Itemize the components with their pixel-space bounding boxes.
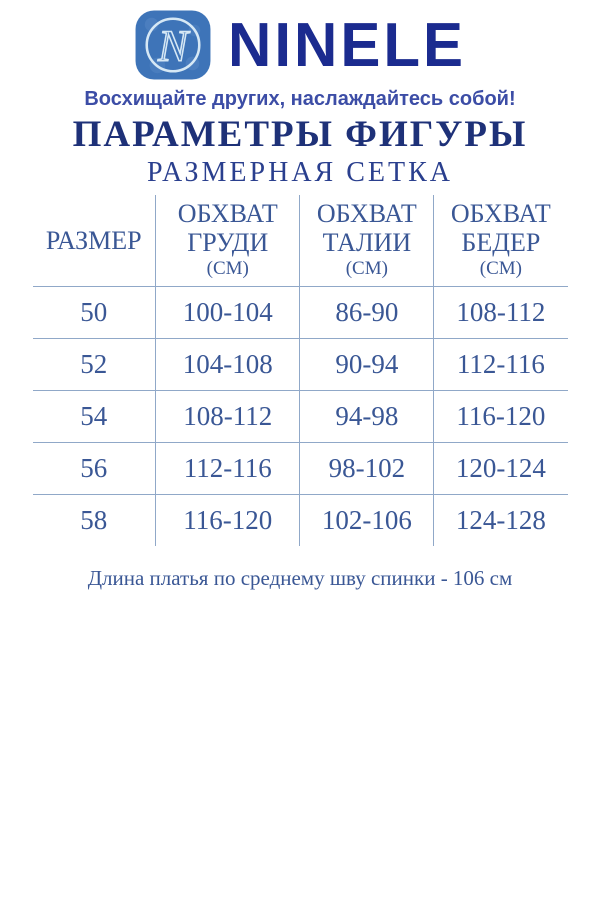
column-header-hips [434,195,568,287]
cell-chest: 104-108 [156,339,300,391]
cell-hips: 108-112 [434,287,568,339]
cell-waist: 86-90 [300,287,434,339]
cell-chest: 116-120 [156,495,300,547]
column-label: ОБХВАТ ГРУДИ [177,199,278,258]
cell-hips: 112-116 [434,339,568,391]
table-row [33,391,568,443]
cell-size: 58 [80,505,108,536]
table-row [33,339,568,391]
cell-hips: 124-128 [434,495,568,547]
size-table [33,195,568,546]
cell-size: 52 [33,339,156,391]
cell-size: 56 [33,443,156,495]
cell-hips: 116-120 [434,391,568,443]
cell-chest: 112-116 [156,443,300,495]
column-label: ОБХВАТ ТАЛИИ [316,199,417,258]
brand-wordmark: NINELE [227,9,467,80]
cell-chest: 108-112 [156,391,300,443]
svg-text:N: N [158,20,188,71]
table-header-row [33,195,568,287]
brand-logo [0,0,600,82]
column-header-chest [156,195,300,287]
cell-waist: 90-94 [300,339,434,391]
cell-hips: 120-124 [434,443,568,495]
brand-tagline: Восхищайте других, наслаждайтесь собой! [84,88,516,110]
cell-waist: 94-98 [300,391,434,443]
table-row [33,443,568,495]
column-label: ОБХВАТ БЕДЕР [450,199,551,258]
column-header-waist [300,195,434,287]
ninele-n-emblem-icon [134,9,212,81]
dress-length-note: Длина платья по среднему шву спинки - 106 см [87,566,513,591]
column-header-size [33,195,156,287]
table-row [33,495,568,547]
cell-chest: 100-104 [156,287,300,339]
column-label: РАЗМЕР [45,225,142,255]
page-title: ПАРАМЕТРЫ ФИГУРЫ [72,114,528,155]
cell-waist: 98-102 [300,443,434,495]
cell-size: 54 [33,391,156,443]
page-subtitle: РАЗМЕРНАЯ СЕТКА [146,156,453,188]
cell-waist: 102-106 [300,495,434,547]
table-row [33,287,568,339]
column-unit: (СМ) [345,258,388,280]
cell-size: 50 [33,287,156,339]
column-unit: (СМ) [479,258,522,280]
column-unit: (СМ) [206,258,249,280]
